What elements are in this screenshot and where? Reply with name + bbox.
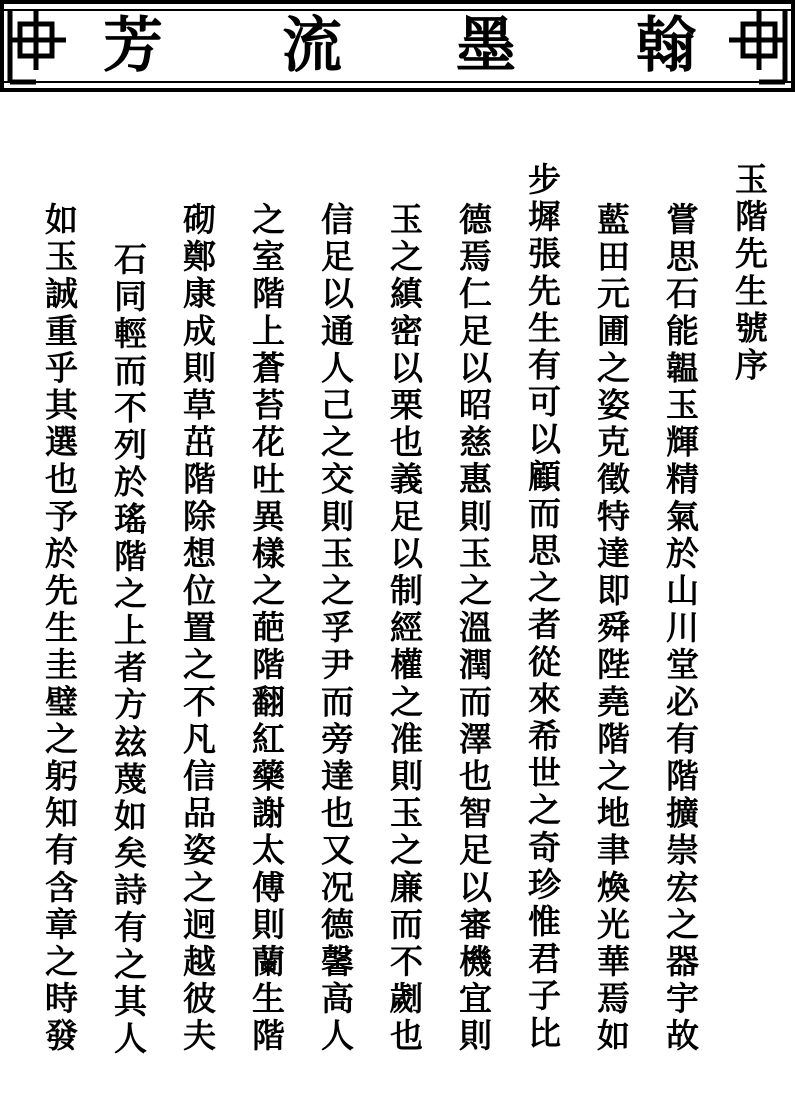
left-fret-ornament [10, 10, 66, 82]
text-column-3: 藍田元圃之姿克徵特達即舜陛堯階之地聿煥光華焉如 [592, 202, 631, 1056]
text-column-9: 砌鄭康成則草茁階除想位置之不凡信品姿之迥越彼夫 [178, 202, 217, 1056]
title-char-4: 翰 [636, 11, 696, 81]
title-banner [0, 0, 795, 92]
text-column-5: 德焉仁足以昭慈惠則玉之溫潤而澤也智足以審機宜則 [454, 202, 493, 1056]
vertical-text-body [0, 150, 795, 1100]
title-char-3: 墨 [456, 11, 516, 81]
title-char-1: 芳 [103, 11, 163, 81]
text-column-1: 玉階先生號序 [730, 162, 769, 385]
text-column-7: 信足以通人己之交則玉之孚尹而旁達也又况德馨高人 [316, 202, 355, 1056]
text-column-4: 步墀張先生有可以顧而思之者從來希世之奇珍惟君子比 [523, 162, 562, 1053]
title-char-2: 流 [282, 11, 342, 81]
text-column-8: 之室階上蒼苔花吐異樣之葩階翻紅藥謝太傅則蘭生階 [247, 202, 286, 1056]
text-column-11: 如玉誠重乎其選也予於先生圭璧之躬知有含章之時發 [40, 202, 79, 1056]
right-fret-ornament [729, 10, 785, 82]
text-column-6: 玉之縝密以栗也義足以制經權之准則玉之廉而不劌也 [385, 202, 424, 1056]
text-column-10: 石同輕而不列於瑤階之上者方玆蔑如矣詩有之其人 [109, 242, 148, 1059]
text-column-2: 嘗思石能韞玉輝精氣於山川堂必有階擴崇宏之器宇故 [661, 202, 700, 1056]
